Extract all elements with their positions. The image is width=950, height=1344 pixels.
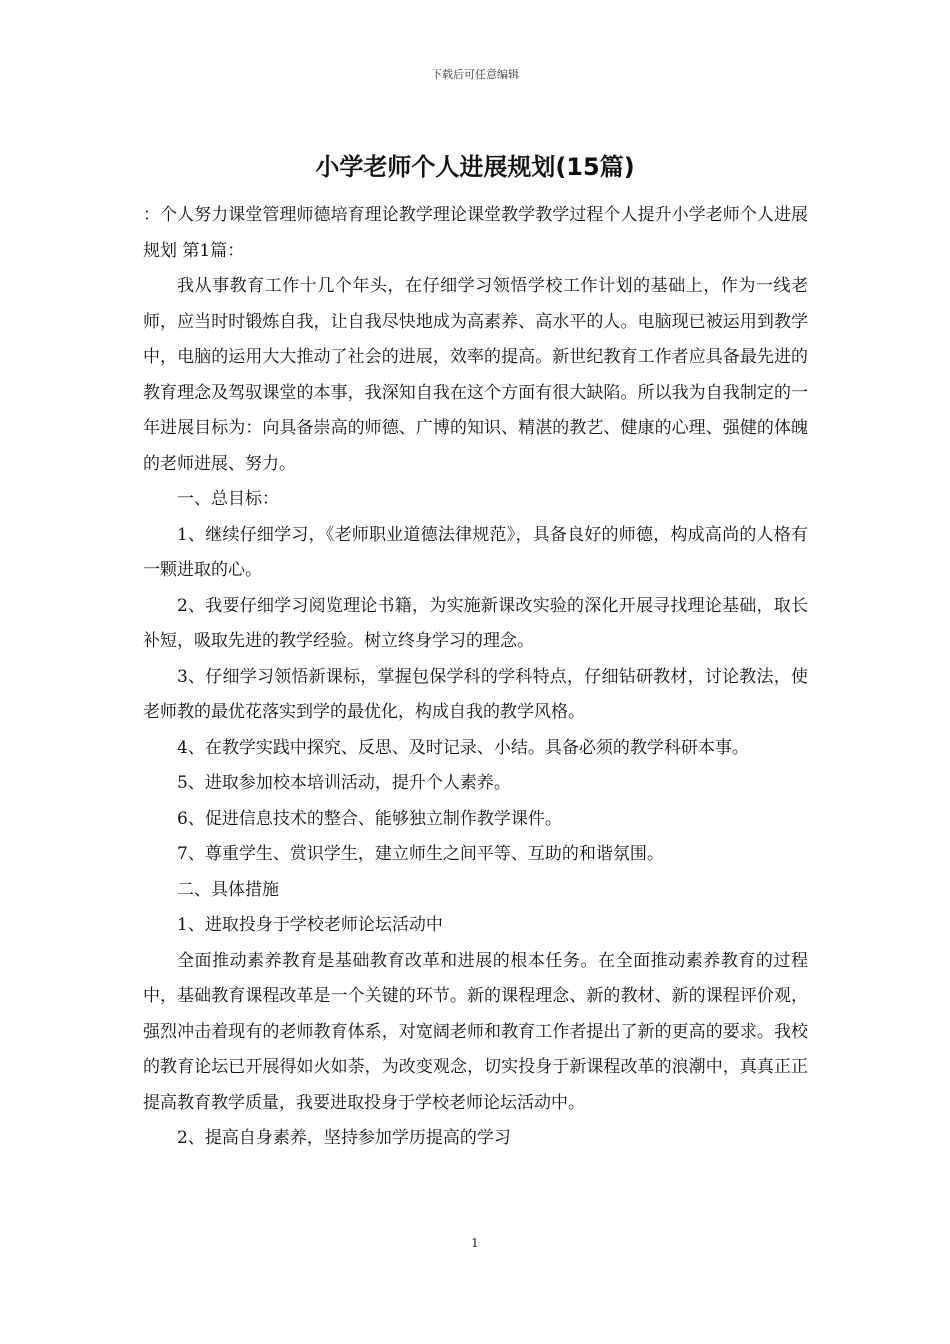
- paragraph-intro: 我从事教育工作十几个年头，在仔细学习领悟学校工作计划的基础上，作为一线老师，应当时时锻炼自我，让自我尽快地成为高素养、高水平的人。电脑现已被运用到教学中，电脑的运用大大推动了社会的进展，效率的提高。新世纪教育工作者应具备最先进的教育理念及驾驭课堂的本事，我深知自我在这个方面有很大缺陷。所以我为自我制定的一年进展目标为：向具备崇高的师德、广博的知识、精湛的教艺、健康的心理、强健的体魄的老师进展、努力。: [143, 276, 808, 474]
- goal-item-4: 4、在教学实践中探究、反思、及时记录、小结。具备必须的教学科研本事。: [177, 737, 749, 758]
- measure-item-1: 1、进取投身于学校老师论坛活动中: [177, 915, 443, 935]
- document-body: [143, 198, 808, 1157]
- goal-item-1: 1、继续仔细学习，《老师职业道德法律规范》，具备良好的师德，构成高尚的人格有一颗进取的心。: [143, 524, 808, 580]
- page-number: 1: [471, 1236, 479, 1250]
- goal-item-5: 5、进取参加校本培训活动，提升个人素养。: [177, 773, 511, 793]
- goal-item-6: 6、促进信息技术的整合、能够独立制作教学课件。: [177, 808, 562, 829]
- measure-item-2: 2、提高自身素养，坚持参加学历提高的学习: [177, 1128, 511, 1148]
- document-title: 小学老师个人进展规划(15篇): [315, 153, 635, 181]
- goal-item-7: 7、尊重学生、赏识学生，建立师生之间平等、互助的和谐氛围。: [177, 844, 664, 864]
- paragraph-forum: 全面推动素养教育是基础教育改革和进展的根本任务。在全面推动素养教育的过程中，基础教育课程改革是一个关键的环节。新的课程理念、新的教材、新的课程评价观，强烈冲击着现有的老师教育体系，对宽阔老师和教育工作者提出了新的更高的要求。我校的教育论坛已开展得如火如荼，为改变观念，切实投身于新课程改革的浪潮中，真真正正提高教育教学质量，我要进取投身于学校老师论坛活动中。: [143, 950, 808, 1113]
- goal-item-2: 2、我要仔细学习阅览理论书籍，为实施新课改实验的深化开展寻找理论基础，取长补短，吸取先进的教学经验。树立终身学习的理念。: [143, 595, 808, 651]
- heading-specific-measures: 二、具体措施: [177, 879, 279, 900]
- page-header-note: 下载后可任意编辑: [431, 68, 519, 81]
- goal-item-3: 3、仔细学习领悟新课标，掌握包保学科的学科特点，仔细钻研教材，讨论教法，使老师教的最优花落实到学的最优化，构成自我的教学风格。: [143, 666, 808, 722]
- keywords-line: ：个人努力课堂管理师德培育理论教学理论课堂教学教学过程个人提升小学老师个人进展规划 第1篇：: [143, 205, 808, 261]
- heading-overall-goals: 一、总目标：: [177, 489, 279, 509]
